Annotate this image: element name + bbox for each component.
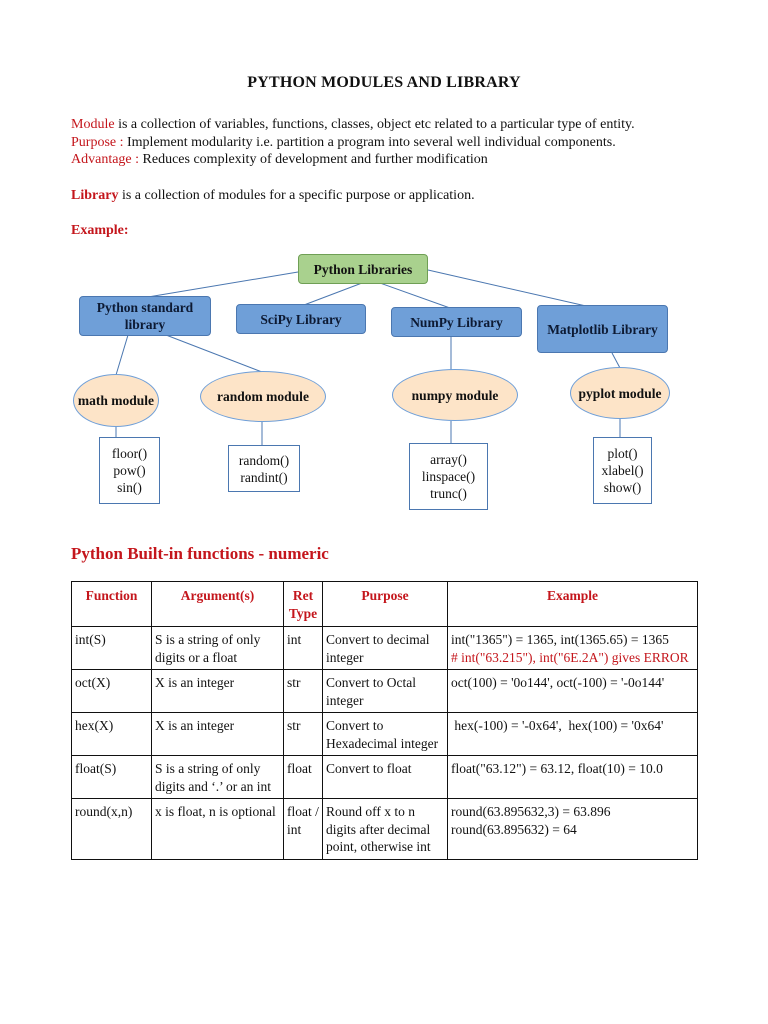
library-node-standard: Python standard library [79, 296, 211, 336]
cell-args: X is an integer [152, 670, 284, 713]
cell-ret: int [284, 627, 323, 670]
function-item: xlabel() [601, 463, 644, 478]
cell-function: hex(X) [72, 713, 152, 756]
advantage-text: Reduces complexity of development and further modification [142, 152, 488, 167]
purpose-line [71, 134, 616, 152]
cell-purpose: Convert to decimal integer [323, 627, 448, 670]
library-definition [71, 187, 475, 205]
example-text: int("1365") = 1365, int(1365.65) = 1365 [451, 632, 669, 647]
module-node-random: random module [200, 371, 326, 422]
purpose-term: Purpose : [71, 134, 127, 150]
library-node-numpy: NumPy Library [391, 307, 522, 337]
cell-example: hex(-100) = '-0x64', hex(100) = '0x64' [448, 713, 698, 756]
cell-purpose: Convert to Hexadecimal integer [323, 713, 448, 756]
cell-args: S is a string of only digits and ‘.’ or an int [152, 756, 284, 799]
library-term: Library [71, 188, 119, 203]
function-item: pow() [113, 463, 146, 478]
cell-purpose: Round off x to n digits after decimal point, otherwise int [323, 799, 448, 860]
function-item: randint() [240, 469, 288, 485]
numeric-functions-table [71, 581, 698, 860]
example-label: Example: [71, 223, 129, 238]
function-box-numpy [409, 443, 488, 510]
cell-purpose: Convert to float [323, 756, 448, 799]
library-node-matplotlib: Matplotlib Library [537, 305, 668, 353]
table-row [72, 756, 698, 799]
table-row [72, 713, 698, 756]
example-text-line2: round(63.895632) = 64 [451, 821, 577, 837]
function-box-random [228, 445, 300, 492]
section-heading: Python Built-in functions - numeric [71, 544, 329, 563]
connector-standard-random [166, 335, 262, 372]
purpose-text: Implement modularity i.e. partition a program into several well individual components. [127, 134, 616, 150]
function-item: show() [603, 480, 642, 495]
cell-ret: float / int [284, 799, 323, 860]
advantage-term: Advantage : [71, 152, 143, 167]
cell-function: float(S) [72, 756, 152, 799]
table-row [72, 670, 698, 713]
cell-function: round(x,n) [72, 799, 152, 860]
cell-ret: float [284, 756, 323, 799]
function-box-pyplot [593, 437, 652, 504]
page-title: PYTHON MODULES AND LIBRARY [247, 74, 521, 91]
header-purpose: Purpose [323, 582, 448, 627]
function-item: random() [238, 452, 290, 468]
module-node-pyplot: pyplot module [570, 367, 670, 419]
cell-args: X is an integer [152, 713, 284, 756]
function-item: linspace() [421, 469, 476, 484]
example-error-note: # int("63.215"), int("6E.2A") gives ERROR [451, 649, 689, 665]
module-term: Module [71, 117, 115, 132]
connector-matplotlib-pyplot [612, 353, 620, 368]
header-arguments: Argument(s) [152, 582, 284, 627]
function-item: trunc() [430, 486, 467, 501]
module-text: is a collection of variables, functions, classes, object etc related to a particular type of entity. [114, 117, 635, 132]
cell-purpose: Convert to Octal integer [323, 670, 448, 713]
function-item: floor() [111, 446, 148, 461]
table-row [72, 627, 698, 670]
function-item: sin() [117, 480, 142, 495]
connector-root-numpy [380, 283, 450, 308]
function-item: plot() [607, 446, 638, 461]
module-node-math: math module [73, 374, 159, 427]
library-text: is a collection of modules for a specific purpose or application. [118, 188, 475, 203]
header-ret-type: Ret Type [284, 582, 323, 627]
cell-example [448, 799, 698, 860]
cell-example: float("63.12") = 63.12, float(10) = 10.0 [448, 756, 698, 799]
cell-function: oct(X) [72, 670, 152, 713]
cell-args: S is a string of only digits or a float [152, 627, 284, 670]
table-row [72, 799, 698, 860]
example-text: round(63.895632,3) = 63.896 [451, 804, 611, 819]
cell-example: oct(100) = '0o144', oct(-100) = '-0o144' [448, 670, 698, 713]
cell-example [448, 627, 698, 670]
table-header-row [72, 582, 698, 627]
header-function: Function [72, 582, 152, 627]
cell-function: int(S) [72, 627, 152, 670]
root-node: Python Libraries [298, 254, 428, 284]
cell-args: x is float, n is optional [152, 799, 284, 860]
cell-ret: str [284, 670, 323, 713]
module-definition [71, 116, 635, 134]
header-example: Example [448, 582, 698, 627]
connector-root-matplotlib [428, 270, 586, 306]
advantage-line [71, 151, 488, 169]
connector-root-standard [142, 272, 298, 298]
cell-ret: str [284, 713, 323, 756]
library-node-scipy: SciPy Library [236, 304, 366, 334]
connector-root-scipy [304, 283, 362, 305]
function-box-math [99, 437, 160, 504]
module-node-numpy: numpy module [392, 369, 518, 421]
connector-standard-math [116, 335, 128, 375]
function-item: array() [430, 452, 467, 467]
